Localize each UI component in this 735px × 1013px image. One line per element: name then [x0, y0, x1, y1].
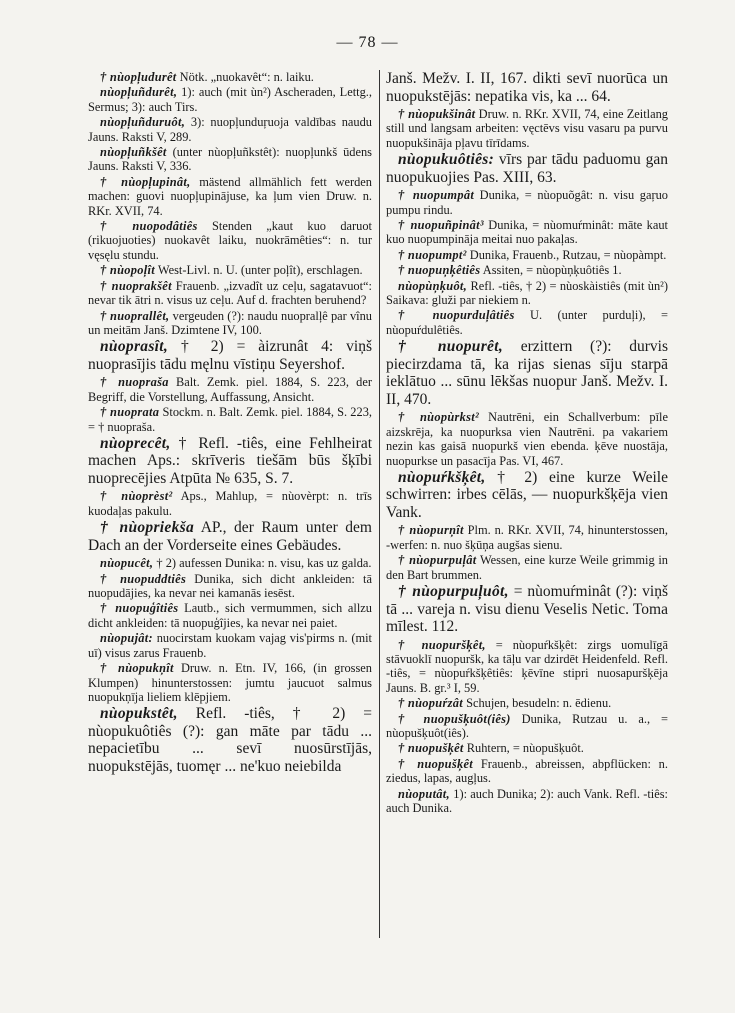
entry-headword: † nùopukšinât — [398, 107, 476, 121]
entry-definition: Druw. n. Etn. IV, 166, (in grossen Klumpen) hinunterstossen: jumtu jaucuot salmus nuopukņīja lieliem klēpjiem. — [88, 661, 372, 704]
dictionary-entry — [88, 219, 372, 262]
dictionary-entry — [88, 338, 372, 373]
dictionary-entry — [88, 115, 372, 144]
entry-headword: † nuopuddtiês — [100, 571, 187, 586]
entry-headword: nùopujât: — [100, 631, 153, 646]
entry-definition: Nautrēni, ein Schallverbum: pīle aizskrēja, ka nuopurksa vien Nautrēni. pa vakariem nezin kas gaisā nuopurkš vien ebenda. ķēve nuostāja, nuopurkse un pasacīja Pas. VI, 467. — [386, 410, 668, 468]
dictionary-entry — [88, 145, 372, 174]
entry-headword: † nuopurduļâtiês — [398, 308, 515, 323]
entry-headword: † nuopušķêt — [398, 756, 474, 771]
entry-headword: † nuopumpt² — [398, 247, 467, 262]
entry-definition: † 2) = àizrunât 4: viņš nuoprasījis tādu męlnu vīstiņu Seyershof. — [88, 338, 373, 373]
entry-headword: † nuopumpât — [398, 188, 475, 203]
entry-definition: Stockm. n. Balt. Zemk. piel. 1884, S. 223, = † nuopraša. — [88, 405, 372, 434]
dictionary-entry — [386, 107, 668, 150]
entry-definition: nuocirstam kuokam vajag vis'pirms n. (mit uī) visus zarus Frauenb. — [88, 631, 372, 660]
dictionary-entry — [386, 279, 668, 308]
left-column — [88, 70, 372, 777]
entry-definition: 1): auch Dunika; 2): auch Vank. Refl. -tiês: auch Dunika. — [386, 786, 669, 815]
entry-definition: Refl. -tiês, † 2) = nùopukuôtiês (?): gan māte par tādu ... nepacietību ... sevī nuosūrstījās, nuopukstējās, tuomęr ... ne'kuo neiebilda — [88, 705, 372, 775]
dictionary-entry — [88, 279, 372, 308]
dictionary-entry — [88, 405, 372, 434]
dictionary-entry — [386, 188, 668, 217]
entry-definition: Frauenb. „izvadît uz ceļu, sagatavuot“: nevar tik ātri n. visus uz ceļu. Auf d. frachten beruhend? — [88, 278, 372, 308]
entry-definition: Dunika, Rutzau u. a., = nùopušķuôt(iês). — [386, 711, 668, 740]
entry-definition: mästend allmählich fett werden machen: guovi nuopļupinājuse, ka ļum vien Druw. n. RKr. XVII, 74. — [88, 174, 373, 218]
entry-definition: Schujen, besudeln: n. ēdienu. — [466, 696, 612, 711]
dictionary-entry — [88, 572, 372, 601]
entry-definition: U. (unter purduļi), = nùopuŕdulêtiês. — [386, 308, 668, 337]
entry-definition: † Refl. -tiês, eine Fehlheirat machen Aps.: skrīveris tiešām būs šķībi nuoprecējies Atpūta № 635, S. 7. — [88, 434, 373, 487]
entry-definition: Dunika, = nùopuõgât: n. visu gaŗuo pumpu rindu. — [386, 188, 668, 217]
entry-definition: Wessen, eine kurze Weile grimmig in den Bart brummen. — [386, 553, 669, 582]
dictionary-entry — [88, 601, 372, 630]
entry-definition: † 2) aufessen Dunika: n. visu, kas uz galda. — [156, 556, 372, 571]
dictionary-entry — [386, 338, 668, 408]
entry-headword: † nuopraša — [100, 375, 169, 390]
entry-headword: † nuoprata — [100, 405, 160, 420]
dictionary-entry — [88, 489, 372, 518]
dictionary-entry — [386, 263, 668, 277]
entry-definition: † 2) eine kurze Weile schwirren: irbes cēlās, — nuopurkšķēja vien Vank. — [386, 468, 668, 521]
entry-definition: Nötk. „nuokavêt“: n. laiku. — [179, 70, 314, 84]
dictionary-entry — [88, 263, 372, 277]
entry-headword: † nùopukņît — [100, 661, 174, 676]
entry-headword: † nùopļudurêt — [100, 70, 177, 84]
dictionary-entry — [88, 375, 372, 404]
entry-headword: † nuopušķêt — [398, 741, 464, 756]
entry-definition: erzittern (?): durvis piecirzdama tā, ka rijas sienas sīju starpā ieklātuo ... sūnu lēkšas nuopur Janš. Mežv. I. II, 470. — [386, 338, 669, 408]
page-number: — 78 — — [336, 34, 399, 51]
entry-definition: Frauenb., abreissen, abpflücken: n. ziedus, lapas, augļus. — [386, 756, 668, 786]
entry-headword: † nùopoļît — [100, 263, 155, 278]
entry-headword: † nùopurņît — [398, 523, 464, 538]
dictionary-entry — [386, 70, 668, 105]
dictionary-entry — [88, 519, 372, 554]
entry-definition: AP., der Raum unter dem Dach an der Vorderseite eines Gebäudes. — [88, 519, 372, 554]
entry-headword: † nùopļupinât, — [100, 174, 191, 189]
dictionary-entry — [386, 741, 668, 755]
dictionary-entry — [88, 705, 372, 775]
entry-definition: Lautb., sich vermummen, sich allzu dicht ankleiden: tā nuopuģîjies, ka nevar nei paiet. — [88, 601, 372, 630]
entry-headword: nùopuŕkšķêt, — [398, 468, 486, 486]
entry-headword: † nuopodâtiês — [100, 219, 198, 234]
entry-headword: † nuopušķuôt(iês) — [398, 711, 511, 726]
entry-headword: nùopļuñkšêt — [100, 145, 167, 160]
dictionary-entry — [386, 410, 668, 468]
dictionary-entry — [386, 757, 668, 786]
entry-headword: nùoprecêt, — [100, 434, 171, 452]
dictionary-entry — [88, 70, 372, 84]
dictionary-entry — [386, 523, 668, 552]
entry-headword: nùoputât, — [398, 786, 450, 801]
entry-headword: nùopukstêt, — [100, 705, 178, 723]
entry-headword: † nuoprakšêt — [100, 278, 172, 293]
dictionary-entry — [88, 309, 372, 338]
dictionary-entry — [386, 696, 668, 710]
dictionary-entry — [386, 151, 668, 186]
entry-definition: Ruhtern, = nùopušķuôt. — [466, 741, 584, 756]
entry-definition: vergeuden (?): naudu nuopralļê par vînu un meitām Janš. Dzimtene IV, 100. — [88, 308, 372, 337]
dictionary-entry — [386, 583, 668, 636]
entry-definition: (unter nùopļuñkstêt): nuopļunkš ūdens Jauns. Raksti V, 336. — [88, 145, 372, 174]
entry-definition: Dunika, Frauenb., Rutzau, = nùopàmpt. — [469, 247, 667, 262]
entry-definition: = nùopuŕkšķêt: zirgs uomulīgā stāvuoklī nuopuršk, ka tāļu var dzirdēt Heidenfeld. Refl. -tiês, = nùopuŕkšķêtiês: ķēvīne stipri nuosapuršķēja Jauns. B. gr.³ I, 59. — [386, 637, 668, 695]
entry-definition: Dunika, = nùomuŕminât: māte kaut kuo nuopumpināja meitai nuo pakaļas. — [386, 218, 668, 247]
dictionary-entry — [386, 787, 668, 816]
entry-definition: 3): nuopļunduŗuoja valdības naudu Jauns. Raksti V, 289. — [88, 115, 372, 144]
dictionary-entry — [386, 638, 668, 696]
entry-headword: † nùopùrkst² — [398, 410, 480, 425]
entry-headword: † nùopriekša — [100, 519, 195, 537]
entry-definition: 1): auch (mit ùn²) Ascheraden, Lettg., Sermus; 3): auch Tirs. — [88, 85, 372, 114]
entry-definition: Refl. -tiês, † 2) = nùoskàistiês (mit ùn²) Saikava: gluži par niekiem n. — [386, 278, 668, 308]
entry-definition: Druw. n. RKr. XVII, 74, eine Zeitlang still und langsam arbeiten: vęctēvs visu vasaru pa purvu nuopukšināja pļavu tīrīdams. — [386, 107, 668, 150]
dictionary-entry — [88, 85, 372, 114]
entry-definition: Janš. Mežv. I. II, 167. dikti sevī nuorūca un nuopukstējās: nepatika vis, ka ... 64. — [386, 70, 668, 105]
entry-headword: † nùoprèst² — [100, 489, 173, 504]
entry-headword: nùopucêt, — [100, 556, 154, 571]
entry-definition: Stenden „kaut kuo daruot (rikuojuoties) nuokavêt laiku, nuokrāmêties“: n. tur vęsęlu stundu. — [88, 219, 372, 262]
entry-definition: Plm. n. RKr. XVII, 74, hinunterstossen, -werfen: n. nuo šķūņa augšas sienu. — [386, 523, 668, 552]
entry-headword: nùopukuôtiês: — [398, 151, 495, 169]
dictionary-entry — [88, 631, 372, 660]
entry-headword: nùopļuñduruôt, — [100, 115, 186, 130]
entry-definition: = nùomuŕminât (?): viņš tā ... vareja n. visu dienu Veselis Netic. Toma mīlest. 112. — [386, 583, 669, 636]
entry-headword: † nuopuģîtiês — [100, 601, 179, 616]
dictionary-entry — [386, 248, 668, 262]
entry-definition: Aps., Mahlup, = nùovèrpt: n. trīs kuodaļas pakulu. — [88, 489, 372, 518]
column-divider — [379, 70, 380, 938]
entry-definition: vīrs par tādu paduomu gan nuopukuojies Pas. XIII, 63. — [386, 151, 668, 186]
dictionary-entry — [386, 712, 668, 741]
entry-definition: Assiten, = nùopùņķuôtiês 1. — [482, 263, 622, 278]
entry-headword: † nùopurpuļuôt, — [398, 583, 509, 601]
entry-headword: nùopùņķuôt, — [398, 278, 468, 293]
entry-definition: West-Livl. n. U. (unter poļît), erschlagen. — [157, 263, 363, 278]
dictionary-entry — [386, 553, 668, 582]
right-column — [386, 70, 668, 816]
entry-definition: Balt. Zemk. piel. 1884, S. 223, der Begriff, die Vorstellung, Auffassung, Ansicht. — [88, 375, 372, 404]
dictionary-entry — [88, 661, 372, 704]
dictionary-entry — [88, 175, 372, 218]
entry-headword: † nuopuršķêt, — [398, 637, 486, 652]
entry-headword: † nuopurêt, — [398, 338, 504, 356]
entry-headword: nùopļuñdurêt, — [100, 85, 178, 100]
entry-headword: nùoprasît, — [100, 338, 169, 356]
entry-headword: † nùopurpuļât — [398, 553, 477, 568]
entry-headword: † nuopuñpinât³ — [398, 218, 484, 233]
entry-headword: † nùopuŕzât — [398, 696, 463, 711]
dictionary-entry — [386, 308, 668, 337]
dictionary-entry — [88, 435, 372, 488]
dictionary-entry — [386, 218, 668, 247]
entry-headword: † nuoprallêt, — [100, 308, 170, 323]
dictionary-entry — [88, 556, 372, 570]
dictionary-entry — [386, 469, 668, 522]
entry-headword: † nuopuņķêtiês — [398, 263, 481, 278]
entry-definition: Dunika, sich dicht ankleiden: tā nuopudājies, ka nevar nei kamanās iesēst. — [88, 571, 372, 601]
